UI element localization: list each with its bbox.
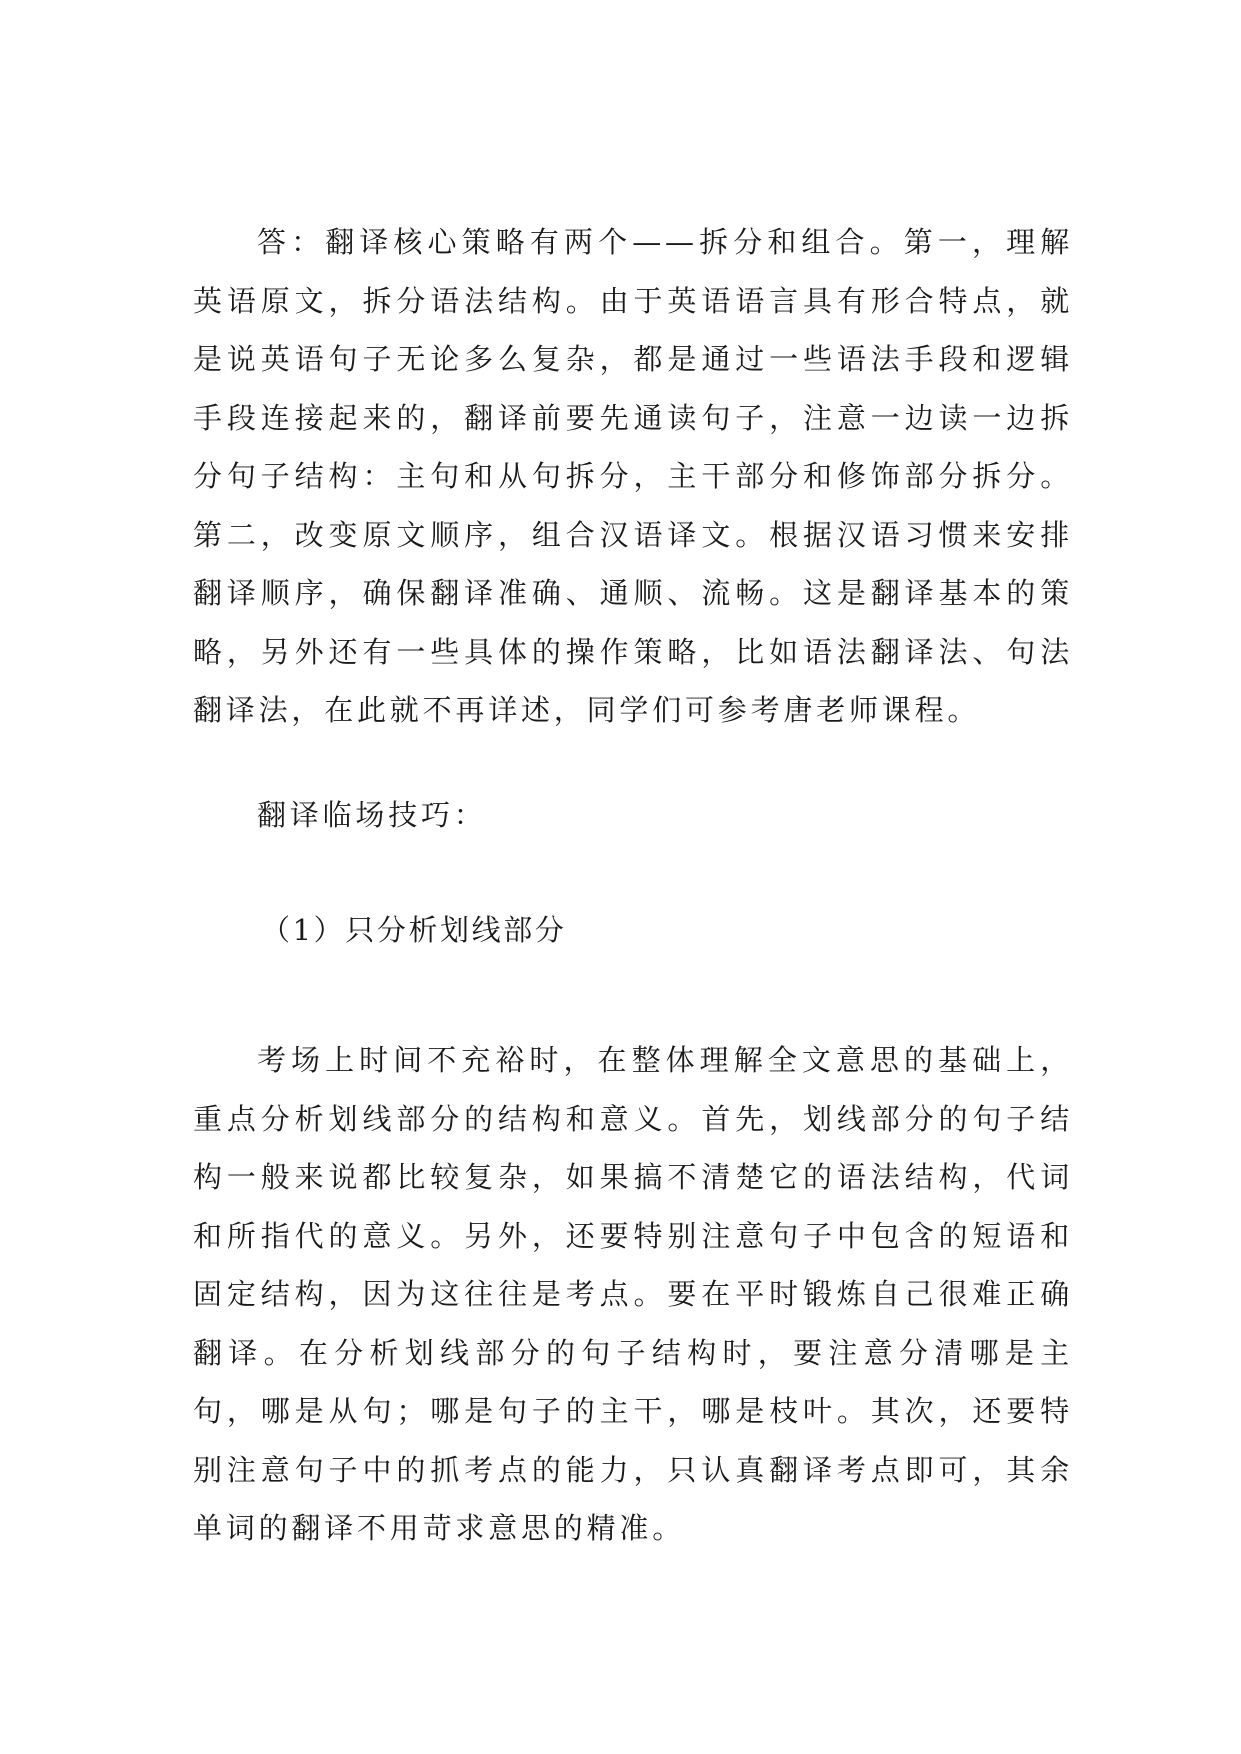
subheading: （1）只分析划线部分 — [261, 913, 567, 947]
body-paragraph: 考场上时间不充裕时，在整体理解全文意思的基础上，重点分析划线部分的结构和意义。首先，划线部分的句子结构一般来说都比较复杂，如果搞不清楚它的语法结构，代词和所指代的意义。另外，还要特别注意句子中包含的短语和固定结构，因为这往往是考点。要在平时锻炼自己很难正确翻译。在分析划线部分的句子结构时，要注意分清哪是主句，哪是从句；哪是句子的主干，哪是枝叶。其次，还要特别注意句子中的抓考点的能力，只认真翻译考点即可，其余单词的翻译不用苛求意思的精准。 — [193, 1043, 1073, 1545]
section-heading: 翻译临场技巧： — [257, 798, 487, 832]
answer-paragraph: 答：翻译核心策略有两个——拆分和组合。第一，理解英语原文，拆分语法结构。由于英语语言具有形合特点，就是说英语句子无论多么复杂，都是通过一些语法手段和逻辑手段连接起来的，翻译前要先通读句子，注意一边读一边拆分句子结构：主句和从句拆分，主干部分和修饰部分拆分。第二，改变原文顺序，组合汉语译文。根据汉语习惯来安排翻译顺序，确保翻译准确、通顺、流畅。这是翻译基本的策略，另外还有一些具体的操作策略，比如语法翻译法、句法翻译法，在此就不再详述，同学们可参考唐老师课程。 — [193, 225, 1073, 727]
document-page — [193, 213, 1073, 1545]
